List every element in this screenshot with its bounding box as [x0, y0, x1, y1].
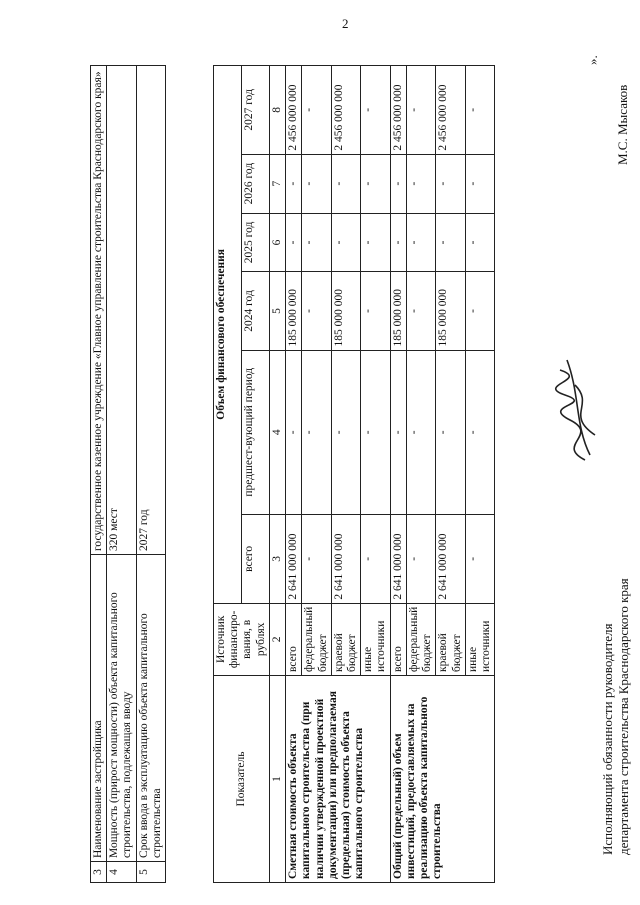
table-row: [390, 66, 406, 883]
value-cell: -: [465, 154, 494, 213]
col-source: Источник финансиро-вания, в рублях: [214, 603, 270, 675]
fin-table-title: Объем финансового обеспечения: [214, 66, 242, 604]
value-cell: -: [302, 515, 331, 604]
row-value: государственное казенное учреждение «Главное управление строительства Краснодарского края»: [91, 66, 107, 555]
value-cell: -: [302, 66, 331, 155]
signer-name: М.С. Мысаков: [615, 84, 630, 165]
value-cell: 185 000 000: [390, 272, 406, 350]
value-cell: -: [286, 213, 302, 272]
value-cell: -: [361, 154, 390, 213]
value-cell: -: [331, 154, 360, 213]
table-row: [107, 66, 136, 883]
value-cell: -: [302, 272, 331, 350]
value-cell: 2 456 000 000: [436, 66, 465, 155]
value-cell: -: [436, 213, 465, 272]
value-cell: -: [465, 515, 494, 604]
value-cell: -: [436, 154, 465, 213]
value-cell: -: [361, 350, 390, 515]
financing-table: [213, 65, 495, 883]
financing-rows: [286, 66, 495, 883]
value-cell: -: [406, 272, 435, 350]
table-row: [286, 66, 302, 883]
table-row: [136, 66, 165, 883]
value-cell: -: [302, 213, 331, 272]
value-cell: 2 641 000 000: [436, 515, 465, 604]
value-cell: 185 000 000: [286, 272, 302, 350]
row-label: Срок ввода в эксплуатацию объекта капитального строительства: [136, 555, 165, 862]
row-label: Наименование застройщика: [91, 555, 107, 862]
col-number: 1: [269, 676, 285, 883]
col-number: 2: [269, 603, 285, 675]
source-cell: краевой бюджет: [436, 603, 465, 675]
col-2024: 2024 год: [241, 272, 269, 350]
row-label: Мощность (прирост мощности) объекта капитального строительства, подлежащая вводу: [107, 555, 136, 862]
source-cell: федеральный бюджет: [302, 603, 331, 675]
col-indicator: Показатель: [214, 676, 270, 883]
rotated-content: [90, 35, 640, 895]
value-cell: -: [302, 350, 331, 515]
value-cell: -: [361, 272, 390, 350]
value-cell: -: [361, 66, 390, 155]
col-2027: 2027 год: [241, 66, 269, 155]
value-cell: -: [390, 213, 406, 272]
value-cell: -: [390, 350, 406, 515]
col-number: 6: [269, 213, 285, 272]
row-number: 5: [136, 862, 165, 883]
value-cell: -: [465, 213, 494, 272]
page-number: 2: [342, 16, 349, 31]
source-cell: всего: [286, 603, 302, 675]
table-row: [91, 66, 107, 883]
value-cell: 2 456 000 000: [331, 66, 360, 155]
row-number: 4: [107, 862, 136, 883]
value-cell: 2 641 000 000: [331, 515, 360, 604]
signer-title: [600, 578, 633, 855]
value-cell: -: [302, 154, 331, 213]
indicator-cell: Общий (предельный) объем инвестиций, предоставляемых на реализацию объекта капитального строительства: [390, 676, 495, 883]
value-cell: -: [406, 515, 435, 604]
col-number: 4: [269, 350, 285, 515]
value-cell: -: [390, 154, 406, 213]
source-cell: иные источники: [465, 603, 494, 675]
source-cell: краевой бюджет: [331, 603, 360, 675]
value-cell: -: [286, 154, 302, 213]
value-cell: -: [406, 213, 435, 272]
closing-quote: ».: [585, 55, 600, 65]
row-number: 3: [91, 862, 107, 883]
col-number: 7: [269, 154, 285, 213]
signer-title-line-2: департамента строительства Краснодарского края: [616, 578, 632, 855]
value-cell: -: [406, 350, 435, 515]
row-value: 320 мест: [107, 66, 136, 555]
value-cell: -: [286, 350, 302, 515]
value-cell: -: [406, 154, 435, 213]
value-cell: -: [465, 66, 494, 155]
value-cell: -: [406, 66, 435, 155]
signer-title-line-1: Исполняющий обязанности руководителя: [600, 623, 615, 855]
col-previous: предшест-вующий период: [241, 350, 269, 515]
value-cell: -: [331, 213, 360, 272]
value-cell: -: [465, 272, 494, 350]
value-cell: 2 641 000 000: [286, 515, 302, 604]
value-cell: 2 641 000 000: [390, 515, 406, 604]
indicator-cell: Сметная стоимость объекта капитального строительства (при наличии утвержденной проектной документации) или предполагаемая (предельная) стоимость объекта капитального строительства: [286, 676, 391, 883]
col-number: 8: [269, 66, 285, 155]
value-cell: -: [361, 515, 390, 604]
col-total: всего: [241, 515, 269, 604]
value-cell: -: [331, 350, 360, 515]
col-2025: 2025 год: [241, 213, 269, 272]
source-cell: иные источники: [361, 603, 390, 675]
value-cell: 2 456 000 000: [390, 66, 406, 155]
source-cell: всего: [390, 603, 406, 675]
col-number: 3: [269, 515, 285, 604]
col-2026: 2026 год: [241, 154, 269, 213]
value-cell: 185 000 000: [331, 272, 360, 350]
value-cell: 185 000 000: [436, 272, 465, 350]
value-cell: -: [436, 350, 465, 515]
value-cell: 2 456 000 000: [286, 66, 302, 155]
col-number: 5: [269, 272, 285, 350]
value-cell: -: [361, 213, 390, 272]
source-cell: федеральный бюджет: [406, 603, 435, 675]
object-info-table: [90, 65, 166, 883]
signature-image: [545, 355, 610, 465]
row-value: 2027 год: [136, 66, 165, 555]
value-cell: -: [465, 350, 494, 515]
